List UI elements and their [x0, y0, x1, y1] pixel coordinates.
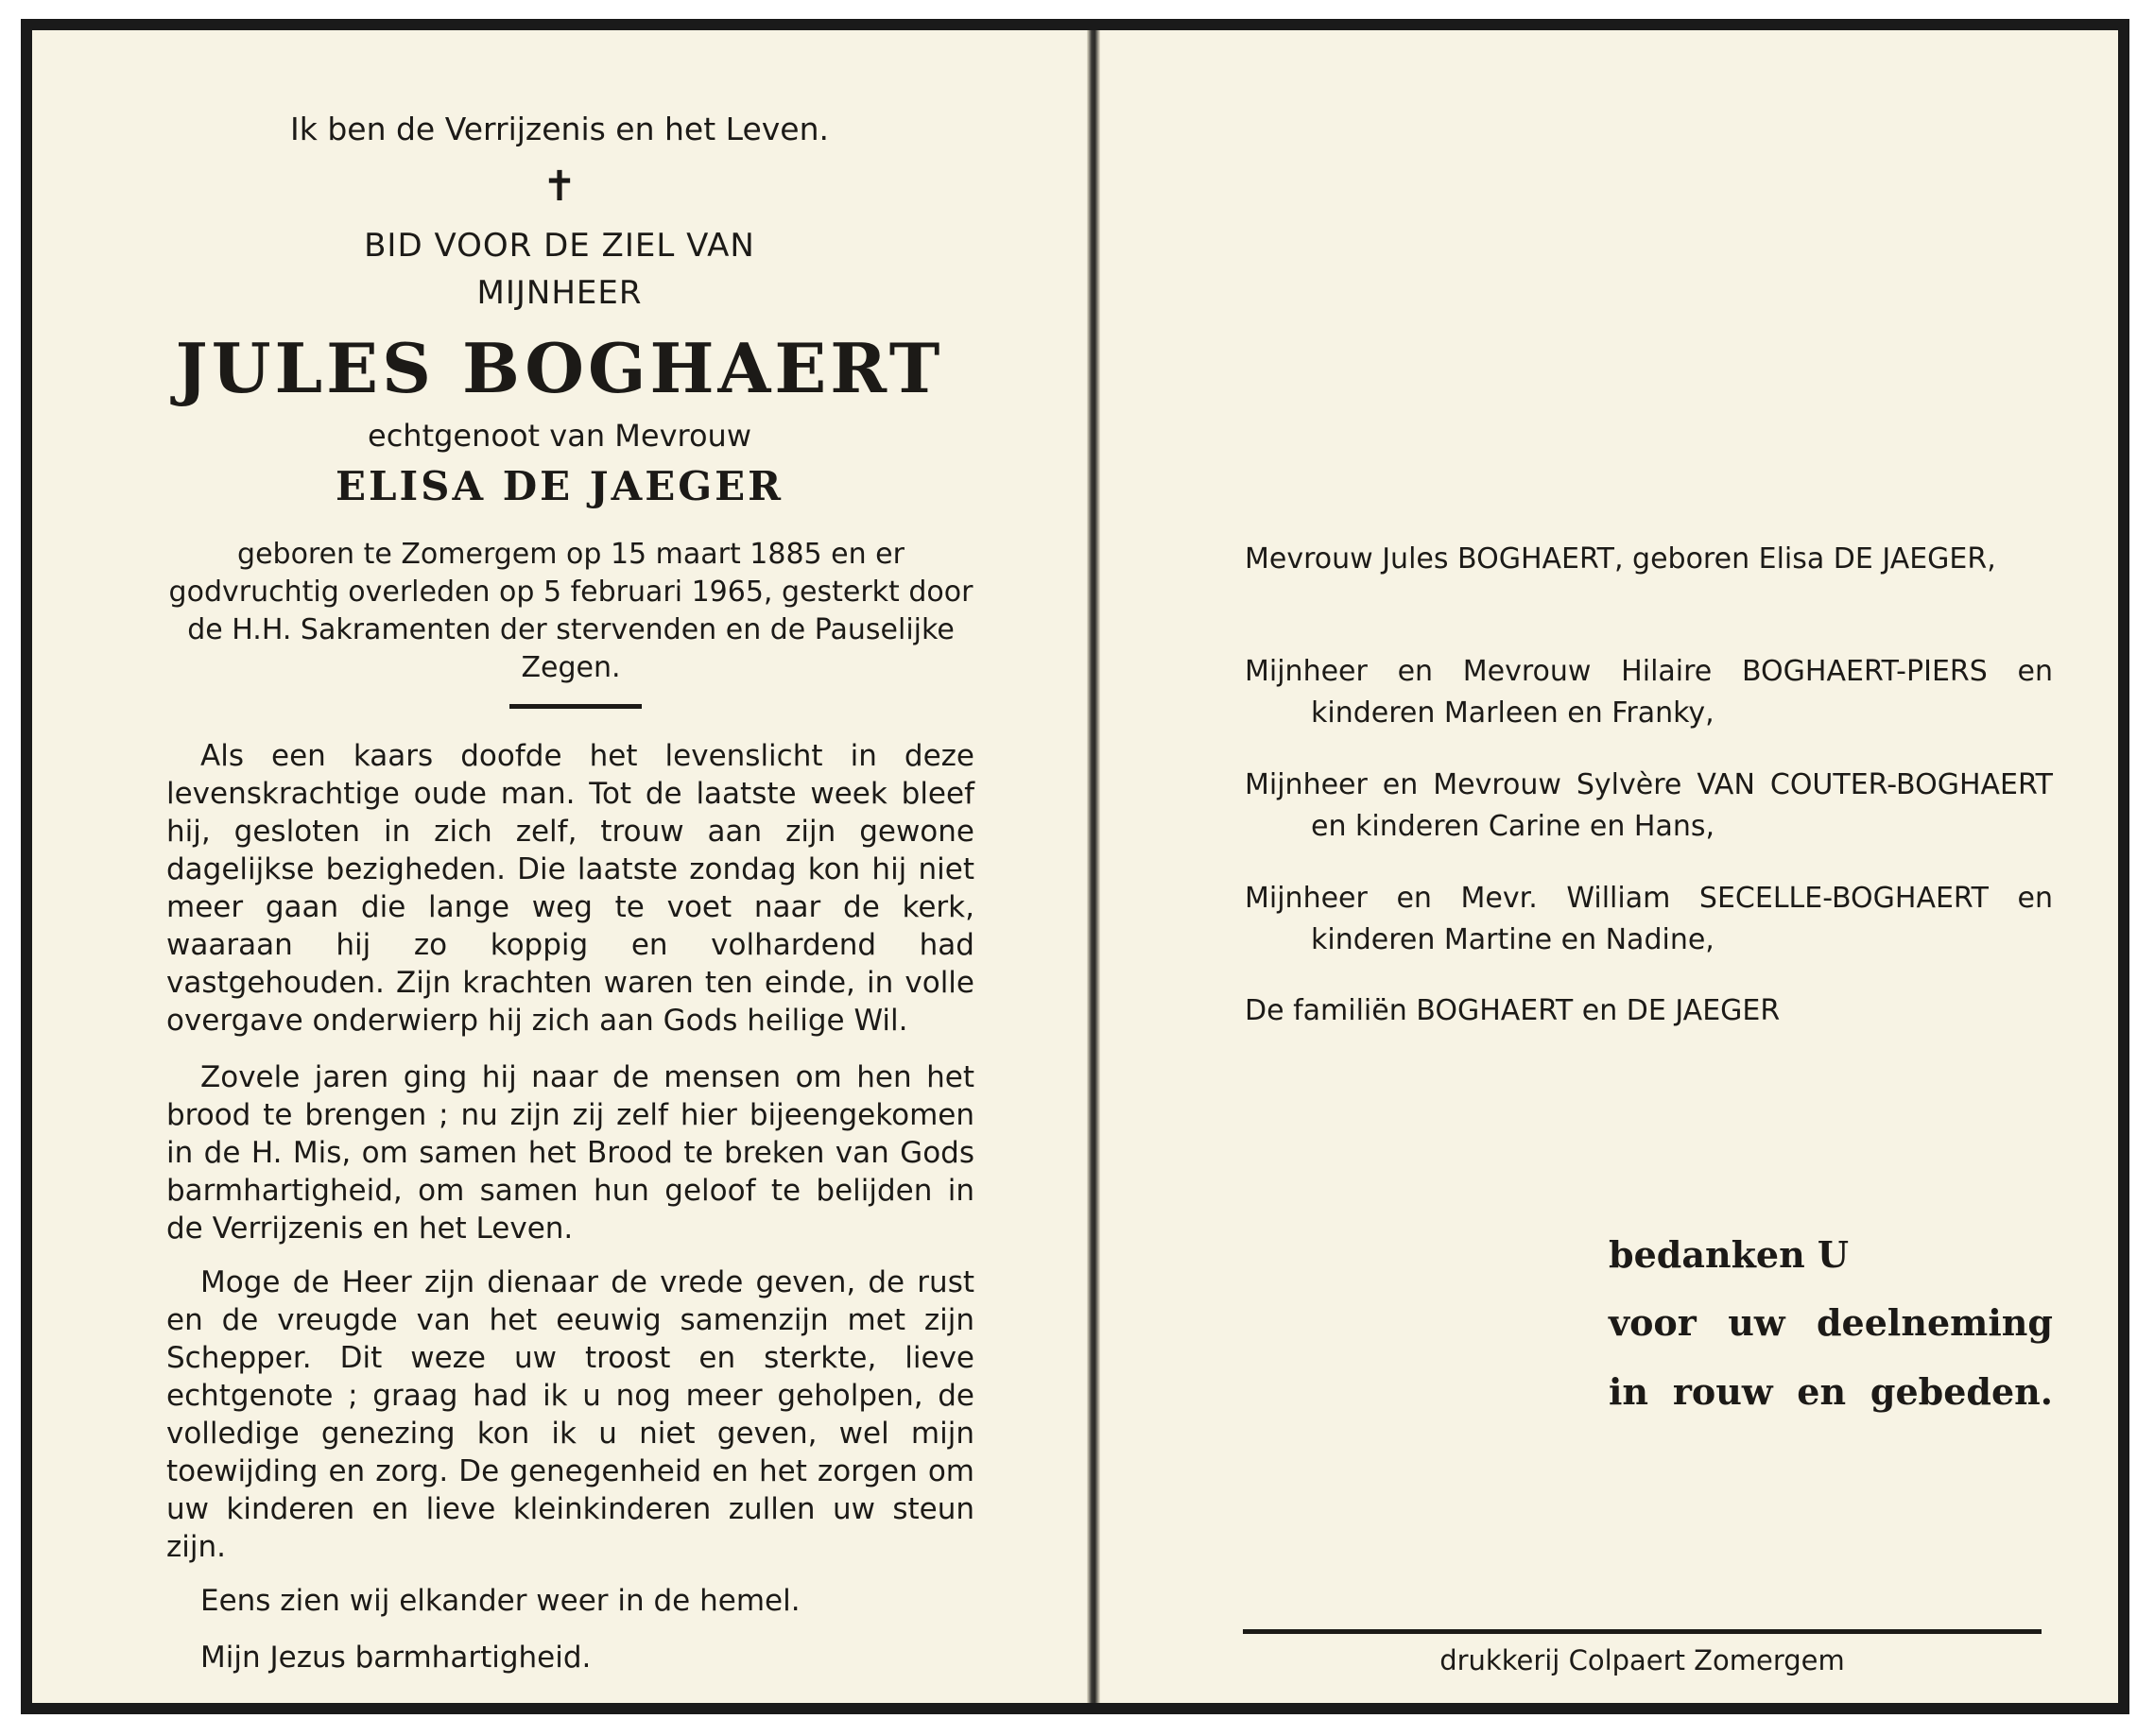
family-entry-text: Mijnheer en Mevr. William SECELLE-BOGHAERT en kinderen Martine en Nadine,: [1245, 882, 2053, 956]
eulogy-paragraph: Zovele jaren ging hij naar de mensen om hen het brood te brengen ; nu zijn zij zelf hier bijeengekomen in de H. Mis, om samen het Brood te breken van Gods barmhartigheid, om samen hun geloof te belijden in de Verrijzenis en het Leven.: [166, 1060, 974, 1246]
family-entry: [1245, 651, 2053, 734]
prayer-line: BID VOOR DE ZIEL VAN: [364, 227, 755, 265]
eulogy-paragraph: Moge de Heer zijn dienaar de vrede geven, de rust en de vreugde van het eeuwig samenzijn met zijn Schepper. Dit weze uw troost en sterkte, lieve echtgenote ; graag had ik u nog meer geholpen, de volledige genezing kon ik u niet geven, wel mijn toewijding en zorg. De genegenheid en het zorgen om uw kinderen en lieve kleinkinderen zullen uw steun zijn.: [166, 1265, 974, 1564]
family-entry: [1245, 539, 2053, 580]
birth-death-details: geboren te Zomergem op 15 maart 1885 en er godvruchtig overleden op 5 februari 1965, gesterkt door de H.H. Sakramenten der stervenden en de Pauselijke Zegen.: [168, 538, 974, 684]
printer-credit: drukkerij Colpaert Zomergem: [1439, 1644, 1845, 1676]
family-entry-text: Mevrouw Jules BOGHAERT, geboren Elisa DE JAEGER,: [1245, 542, 1996, 576]
left-panel: [32, 30, 1087, 1703]
thanks-line: voor uw deelneming: [1609, 1301, 2053, 1344]
eulogy-paragraph: Als een kaars doofde het levenslicht in deze levenskrachtige oude man. Tot de laatste week bleef hij, gesloten in zich zelf, trouw aan zijn gewone dagelijkse bezigheden. Die laatste zondag kon hij niet meer gaan die lange weg te voet naar de kerk, waaraan hij zo koppig en volhardend had vastgehouden. Zijn krachten waren ten einde, in volle overgave onderwierp hij zich aan Gods heilige Wil.: [166, 739, 974, 1038]
scripture-motto: Ik ben de Verrijzenis en het Leven.: [289, 111, 830, 147]
deceased-name: JULES BOGHAERT: [175, 328, 944, 408]
divider: [509, 704, 642, 709]
family-entry-text: Mijnheer en Mevrouw Hilaire BOGHAERT-PIERS en kinderen Marleen en Franky,: [1245, 655, 2053, 730]
family-entry-text: Mijnheer en Mevrouw Sylvère VAN COUTER-BOGHAERT en kinderen Carine en Hans,: [1245, 768, 2053, 843]
family-entry: [1245, 990, 2053, 1032]
right-panel: [1100, 30, 2118, 1703]
spouse-name: ELISA DE JAEGER: [335, 463, 784, 509]
family-entry: [1245, 878, 2053, 961]
thanks-line: bedanken U: [1609, 1233, 1850, 1276]
thanks-line: in rouw en gebeden.: [1609, 1370, 2053, 1413]
divider: [1243, 1629, 2042, 1634]
eulogy-paragraph: Eens zien wij elkander weer in de hemel.: [200, 1584, 801, 1618]
family-entry: [1245, 765, 2053, 848]
closing-prayer: Mijn Jezus barmhartigheid.: [200, 1641, 592, 1675]
cross-icon: ✝: [542, 163, 577, 211]
family-entry-text: De familiën BOGHAERT en DE JAEGER: [1245, 994, 1781, 1027]
honorific: MIJNHEER: [476, 274, 643, 312]
card-fold: [1087, 30, 1100, 1703]
spouse-intro: echtgenoot van Mevrouw: [368, 418, 751, 454]
memorial-card: [21, 19, 2129, 1714]
